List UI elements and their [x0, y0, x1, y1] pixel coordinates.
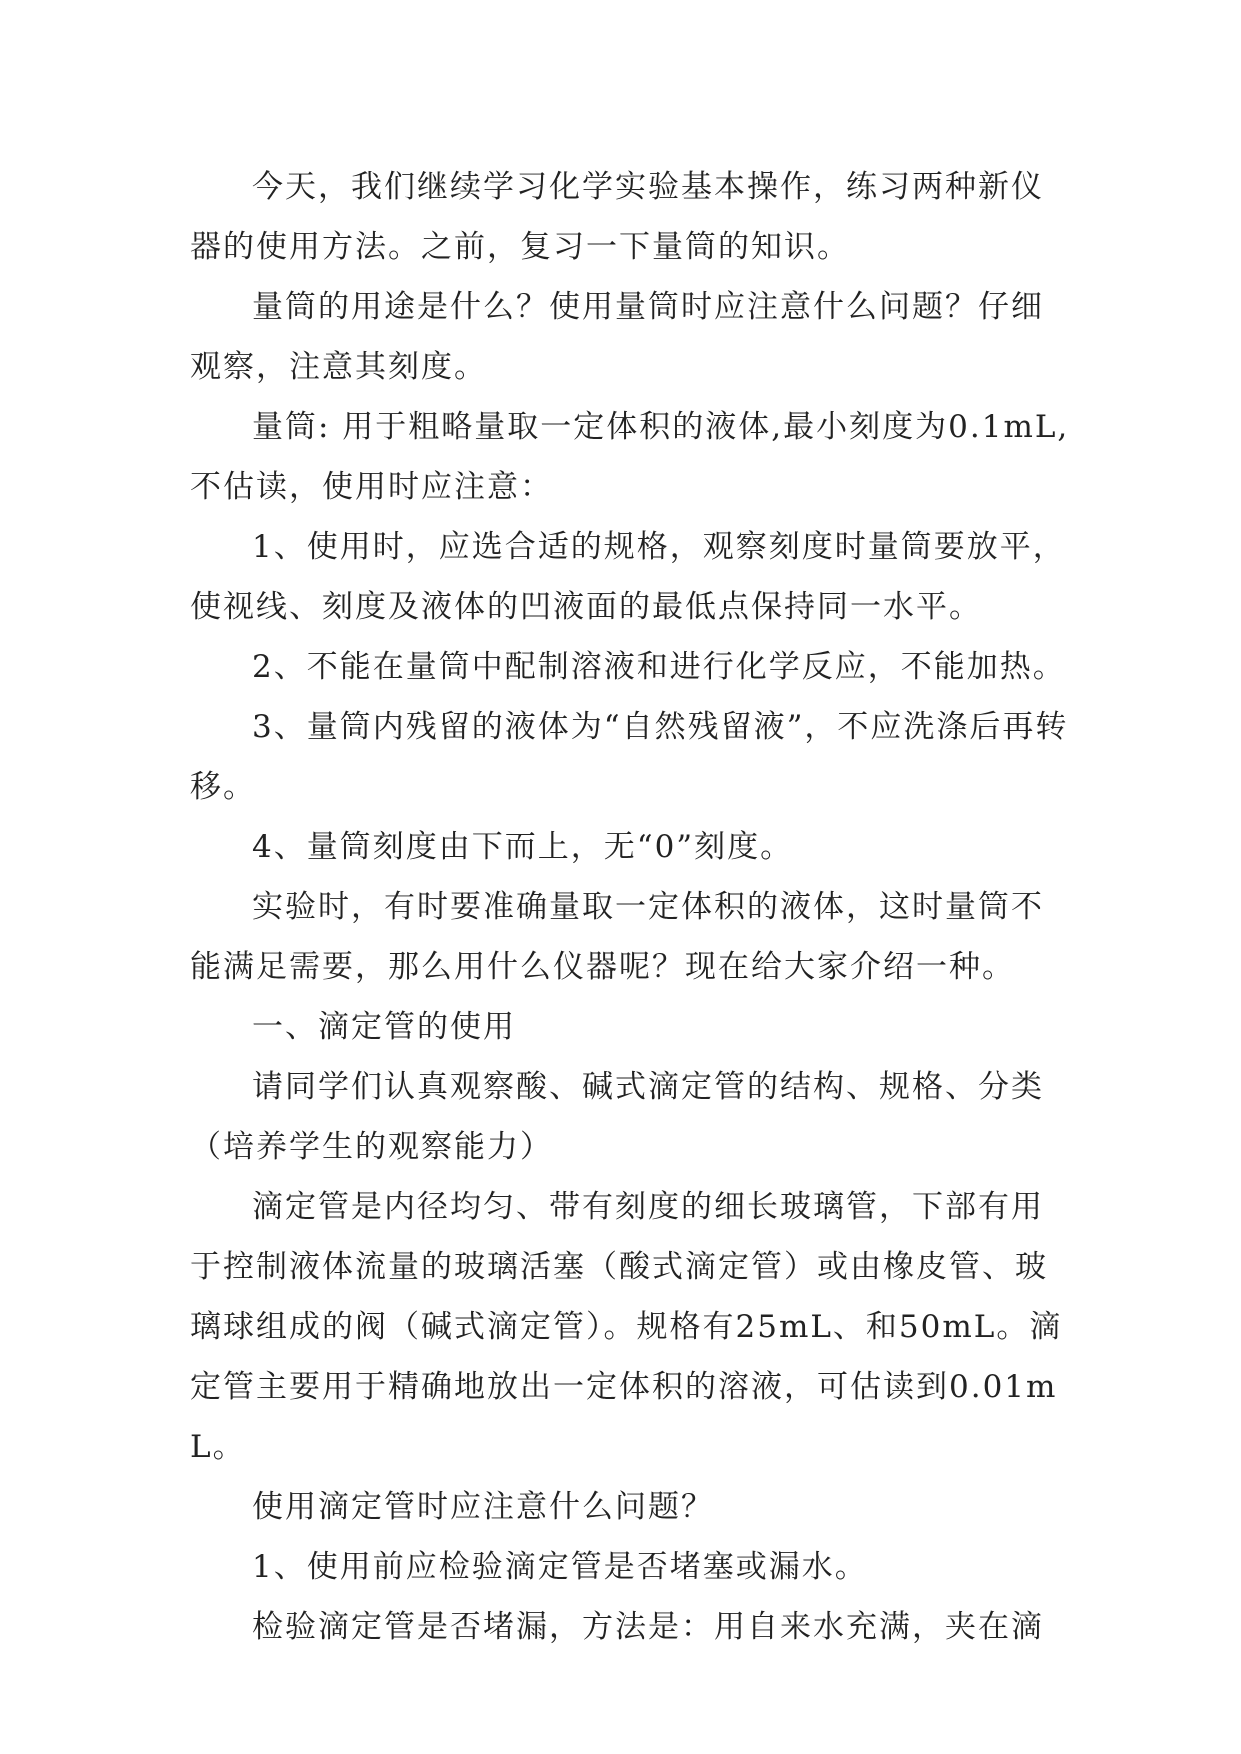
- paragraph-note-1: 1、使用时，应选合适的规格，观察刻度时量筒要放平，使视线、刻度及液体的凹液面的最低点保持同一水平。: [190, 529, 1066, 625]
- paragraph-note-3: 3、量筒内残留的液体为“自然残留液”，不应洗涤后再转移。: [190, 709, 1069, 805]
- paragraph-cylinder-def: 量筒: 用于粗略量取一定体积的液体,最小刻度为0.1mL,不估读，使用时应注意：: [190, 409, 1070, 505]
- paragraph-intro: 今天，我们继续学习化学实验基本操作，练习两种新仪器的使用方法。之前，复习一下量筒的知识。: [190, 169, 1044, 265]
- section-heading-burette: 一、滴定管的使用: [252, 1009, 516, 1045]
- paragraph-question: 量筒的用途是什么？使用量筒时应注意什么问题？仔细观察，注意其刻度。: [190, 289, 1044, 385]
- paragraph-burette-question: 使用滴定管时应注意什么问题？: [252, 1489, 714, 1525]
- paragraph-note-4: 4、量筒刻度由下而上，无“0”刻度。: [252, 829, 794, 865]
- paragraph-transition: 实验时，有时要准确量取一定体积的液体，这时量筒不能满足需要，那么用什么仪器呢？现在给大家介绍一种。: [190, 889, 1044, 985]
- paragraph-observe: 请同学们认真观察酸、碱式滴定管的结构、规格、分类（培养学生的观察能力）: [190, 1069, 1044, 1165]
- paragraph-leak-check: 检验滴定管是否堵漏，方法是：用自来水充满，夹在滴: [252, 1609, 1044, 1645]
- paragraph-burette-def: 滴定管是内径均匀、带有刻度的细长玻璃管，下部有用于控制液体流量的玻璃活塞（酸式滴定管）或由橡皮管、玻璃球组成的阀（碱式滴定管）。规格有25mL、和50mL。滴定管主要用于精确地放出一定体积的溶液，可估读到0.01mL。: [190, 1189, 1063, 1465]
- paragraph-note-2: 2、不能在量筒中配制溶液和进行化学反应，不能加热。: [252, 649, 1066, 685]
- paragraph-burette-note-1: 1、使用前应检验滴定管是否堵塞或漏水。: [252, 1549, 868, 1585]
- document-body: [190, 157, 1070, 1657]
